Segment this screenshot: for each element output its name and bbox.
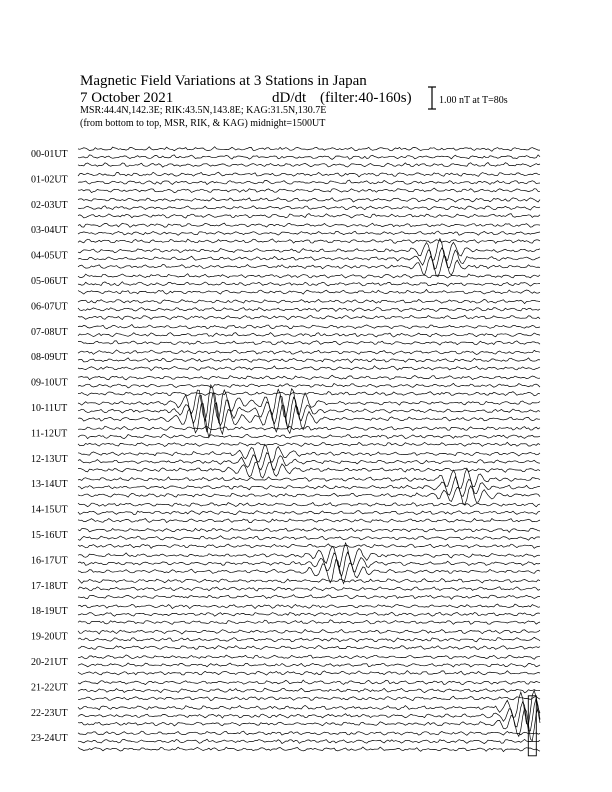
- hour-label: 15-16UT: [31, 530, 68, 541]
- trace-msr: [78, 620, 540, 625]
- trace-kag: [78, 325, 540, 329]
- hour-label: 19-20UT: [31, 631, 68, 643]
- hour-row: [31, 325, 540, 346]
- hour-row: [31, 468, 540, 504]
- hour-label: 02-03UT: [31, 199, 68, 211]
- hour-label: 09-10UT: [31, 377, 68, 389]
- trace-msr: [78, 214, 540, 219]
- trace-rik: [78, 206, 540, 210]
- trace-kag: [78, 147, 540, 152]
- chart-title: Magnetic Field Variations at 3 Stations in Japan: [80, 73, 367, 89]
- trace-msr: [78, 696, 540, 701]
- hour-label: 04-05UT: [31, 250, 68, 262]
- chart-filter: (filter:40-160s): [320, 90, 412, 106]
- hour-label: 07-08UT: [31, 326, 68, 338]
- trace-kag: [78, 690, 540, 724]
- trace-kag: [78, 426, 540, 430]
- hour-row: [31, 350, 540, 371]
- trace-msr: [78, 442, 540, 446]
- trace-kag: [78, 172, 540, 177]
- trace-msr: [78, 188, 540, 193]
- trace-rik: [78, 155, 540, 160]
- chart-quantity: dD/dt: [272, 90, 307, 106]
- trace-rik: [78, 698, 540, 731]
- trace-kag: [78, 630, 540, 635]
- hour-row: [31, 223, 540, 243]
- hour-label: 17-18UT: [31, 580, 68, 592]
- trace-msr: [78, 646, 540, 650]
- trace-kag: [78, 731, 540, 735]
- hour-row: [31, 274, 540, 294]
- hour-row: [31, 528, 540, 548]
- trace-msr: [78, 290, 540, 295]
- hour-label: 06-07UT: [31, 301, 68, 313]
- hour-row: [31, 579, 540, 600]
- hour-row: [31, 172, 540, 193]
- hour-row: [31, 543, 540, 584]
- trace-rik: [78, 637, 540, 642]
- trace-rik: [78, 308, 540, 312]
- trace-rik: [78, 333, 540, 337]
- trace-kag: [78, 350, 540, 355]
- scale-bar: [428, 87, 508, 109]
- trace-msr: [78, 544, 540, 548]
- trace-msr: [78, 366, 540, 371]
- trace-kag: [78, 528, 540, 532]
- trace-rik: [78, 434, 540, 438]
- event-box: [528, 696, 536, 756]
- trace-msr: [78, 519, 540, 523]
- hour-row: [31, 426, 540, 446]
- trace-kag: [78, 680, 540, 685]
- hour-label: 18-19UT: [31, 606, 68, 618]
- hour-row: [31, 198, 540, 218]
- hour-label: 13-14UT: [31, 479, 68, 491]
- hour-label: 21-22UT: [31, 682, 68, 694]
- hour-label: 00-01UT: [31, 149, 68, 160]
- hour-row: [31, 375, 540, 396]
- stations-coordinates: MSR:44.4N,142.3E; RIK:43.5N,143.8E; KAG:31.5N,130.7E: [80, 105, 327, 116]
- trace-rik: [78, 739, 540, 743]
- trace-kag: [78, 655, 540, 659]
- trace-rik: [78, 180, 540, 184]
- trace-rik: [78, 612, 540, 616]
- trace-msr: [78, 341, 540, 345]
- trace-kag: [78, 198, 540, 202]
- trace-rik: [78, 358, 540, 363]
- trace-msr: [78, 708, 540, 741]
- trace-rik: [78, 282, 540, 287]
- trace-kag: [78, 299, 540, 303]
- trace-rik: [78, 536, 540, 541]
- hour-row: [31, 503, 540, 523]
- trace-rik: [78, 587, 540, 591]
- hour-row: [31, 731, 540, 752]
- hour-row: [31, 604, 540, 624]
- trace-kag: [78, 444, 540, 462]
- trace-rik: [78, 552, 540, 576]
- trace-rik: [78, 663, 540, 667]
- hour-row: [31, 147, 540, 167]
- hour-row: [31, 680, 540, 701]
- trace-msr: [78, 315, 540, 319]
- trace-msr: [78, 595, 540, 600]
- hour-label: 20-21UT: [31, 657, 68, 668]
- station-order-note: (from bottom to top, MSR, RIK, & KAG) midnight=1500UT: [80, 118, 326, 129]
- hour-label: 08-09UT: [31, 352, 68, 364]
- hour-label: 14-15UT: [31, 504, 68, 516]
- hour-row: [31, 630, 540, 650]
- chart-date: 7 October 2021: [80, 90, 174, 106]
- hour-label: 16-17UT: [31, 555, 68, 567]
- trace-msr: [78, 671, 540, 676]
- hour-label: 12-13UT: [31, 453, 68, 465]
- trace-kag: [78, 604, 540, 608]
- trace-msr: [78, 239, 540, 243]
- trace-rik: [78, 383, 540, 388]
- hour-label: 22-23UT: [31, 707, 68, 719]
- hour-label: 23-24UT: [31, 733, 68, 745]
- trace-rik: [78, 688, 540, 693]
- hour-row: [31, 655, 540, 675]
- trace-msr: [78, 403, 540, 438]
- hour-label: 01-02UT: [31, 174, 68, 186]
- trace-kag: [78, 503, 540, 507]
- hour-label: 05-06UT: [31, 276, 68, 287]
- event-markers: [528, 696, 536, 756]
- trace-msr: [78, 163, 540, 168]
- trace-kag: [78, 375, 540, 380]
- hour-label: 10-11UT: [31, 403, 68, 414]
- hour-rows: [31, 147, 540, 752]
- trace-kag: [78, 385, 540, 421]
- trace-msr: [78, 462, 540, 478]
- trace-rik: [78, 231, 540, 235]
- trace-msr: [78, 392, 540, 396]
- trace-kag: [78, 579, 540, 584]
- scale-label: 1.00 nT at T=80s: [439, 95, 508, 106]
- hour-label: 11-12UT: [31, 428, 68, 440]
- trace-kag: [78, 274, 540, 278]
- hour-row: [31, 239, 540, 277]
- trace-rik: [78, 393, 540, 432]
- trace-msr: [78, 747, 540, 752]
- hour-row: [31, 299, 540, 319]
- hour-label: 03-04UT: [31, 225, 68, 237]
- trace-kag: [78, 223, 540, 227]
- trace-rik: [78, 511, 540, 515]
- hour-row: [31, 444, 540, 478]
